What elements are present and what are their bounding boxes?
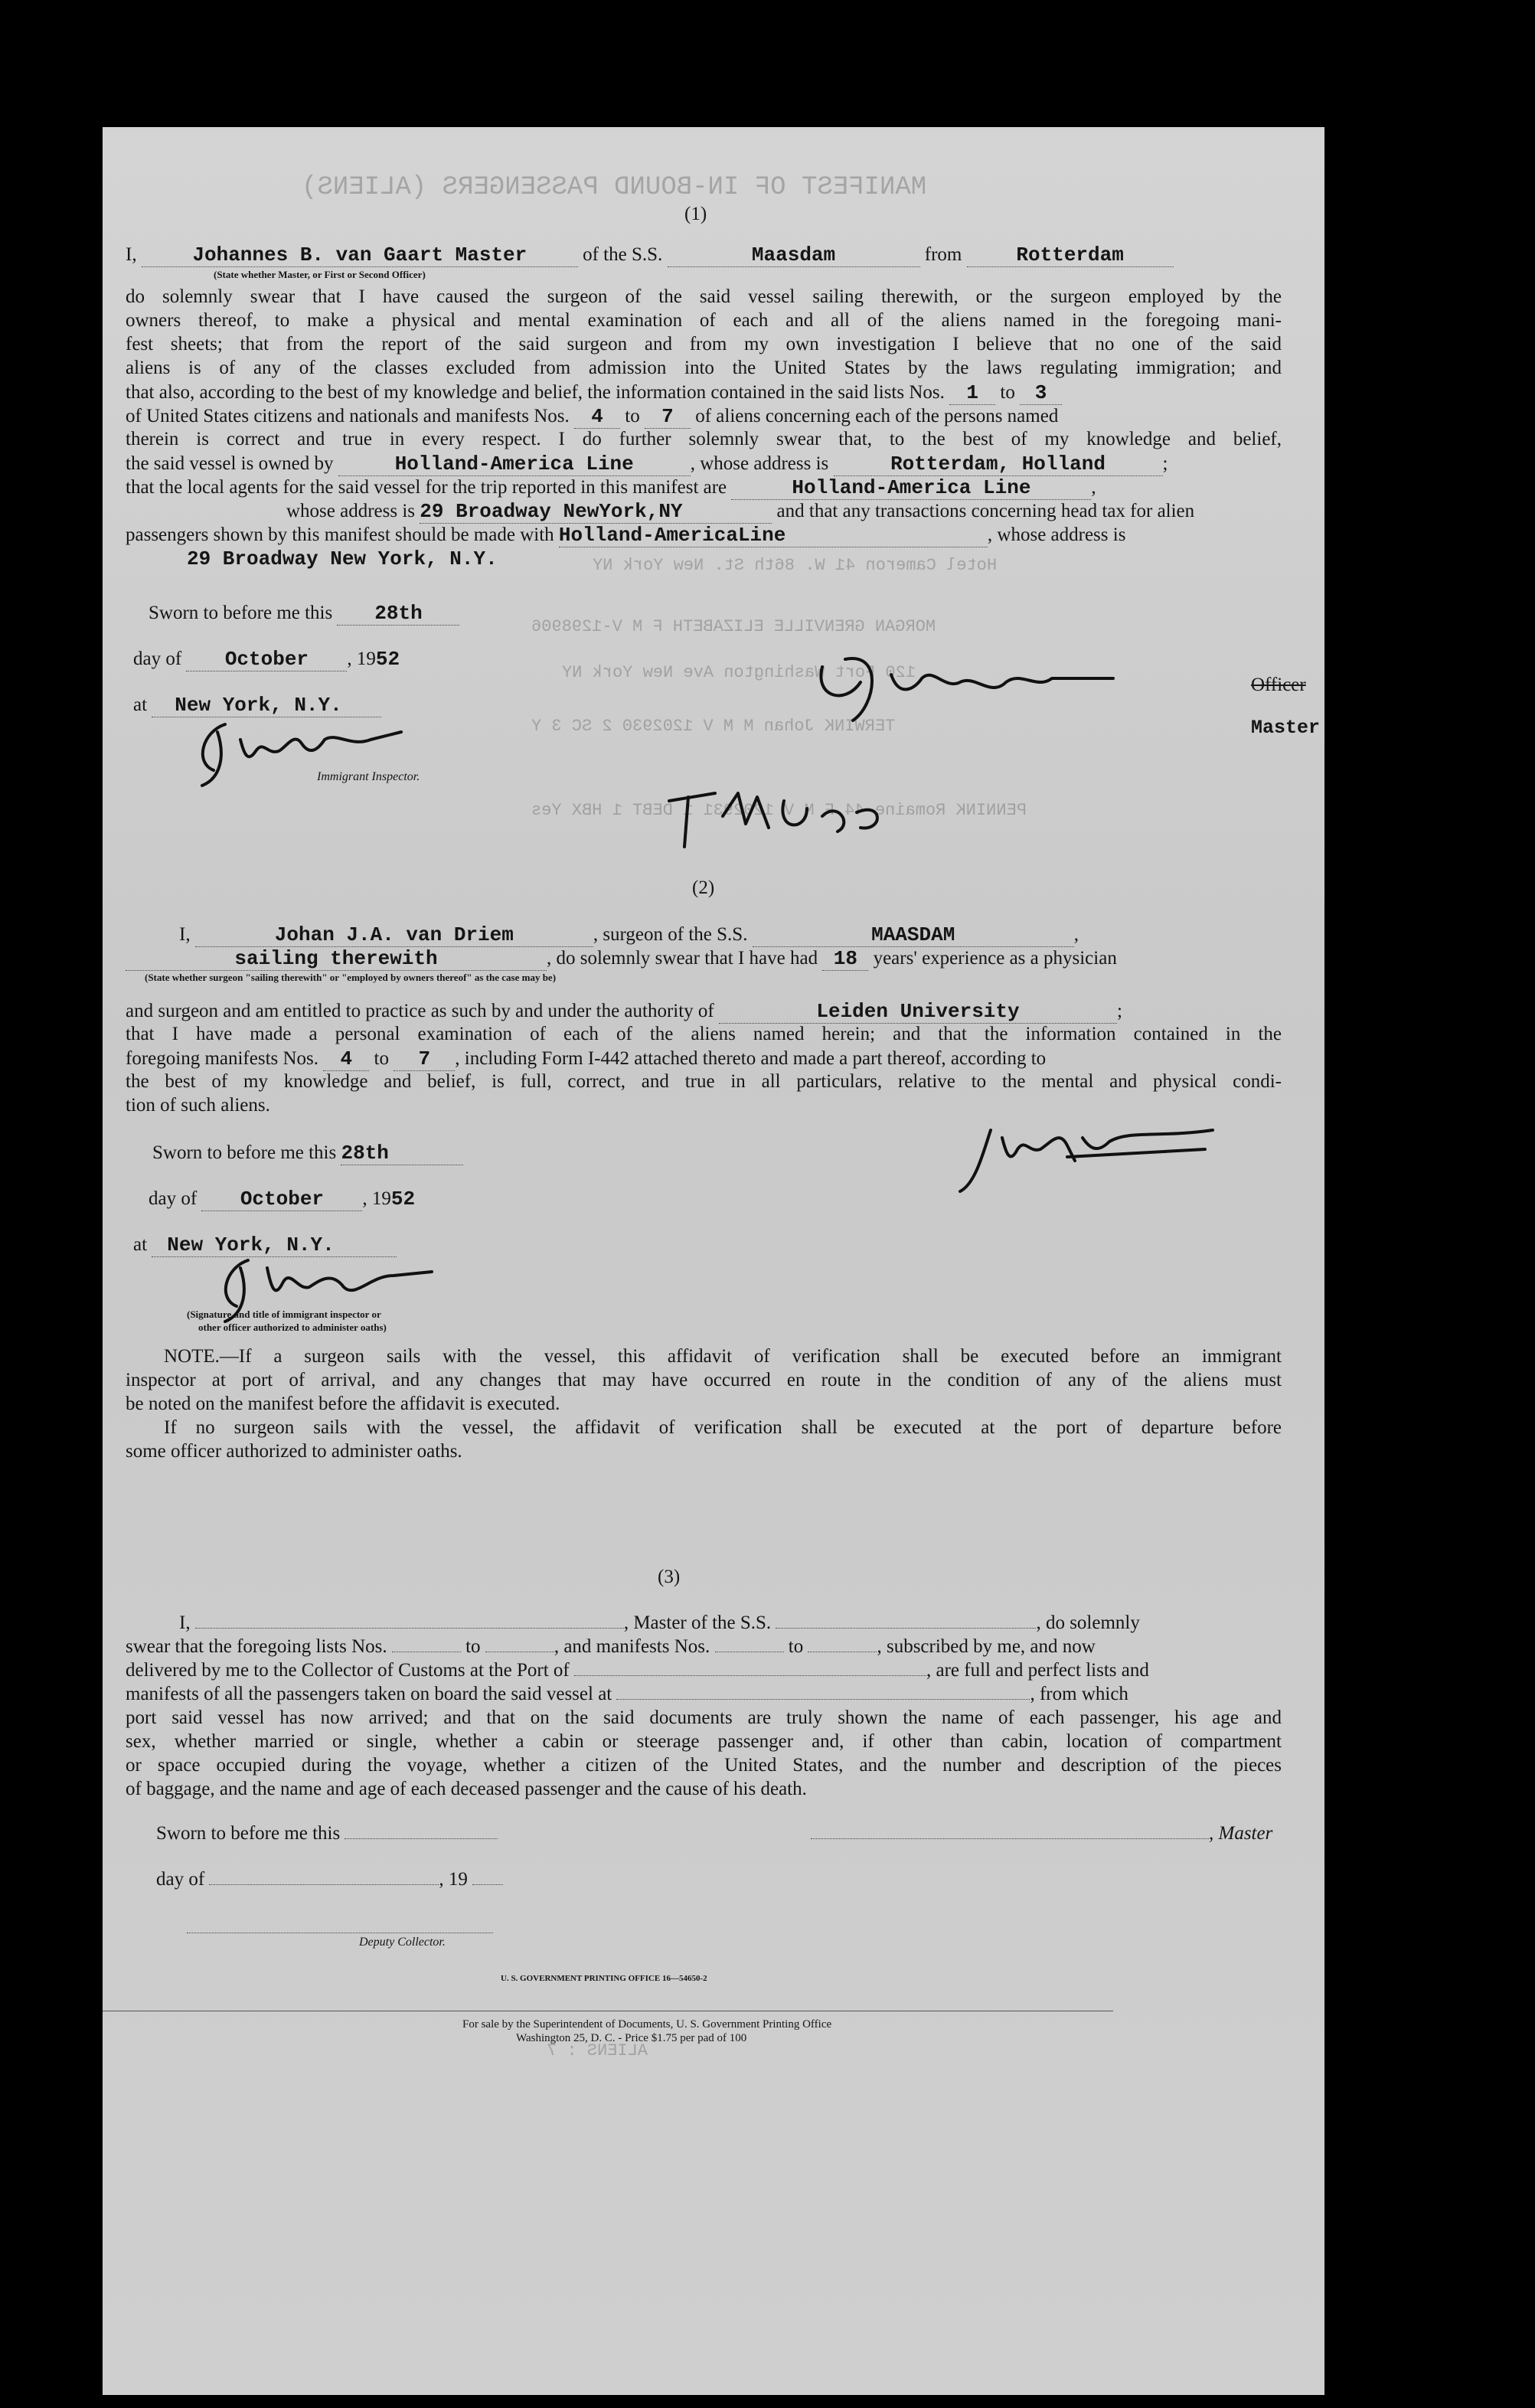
section-3-line-1: I, , Master of the S.S. , do solemnly <box>179 1612 1140 1633</box>
section-1-para-6: of United States citizens and nationals and manifests Nos. 4 to 7 of aliens concerning each of the persons named <box>126 405 1059 428</box>
section-3-line-8: of baggage, and the name and age of each deceased passenger and the cause of his death. <box>126 1779 807 1799</box>
punch-hole <box>1331 181 1367 217</box>
place-field-2: New York, N.Y. <box>152 1233 397 1257</box>
section-2-para-6: the best of my knowledge and belief, is full, correct, and true in all particulars, relative to the mental and physical condi- <box>126 1071 1282 1092</box>
section-2-line-2: sailing therewith , do solemnly swear that I have had 18 years' experience as a physician <box>126 947 1117 971</box>
punch-hole <box>1332 1544 1369 1581</box>
punch-hole <box>1331 684 1367 720</box>
date-line-1: day of October , 1952 <box>133 648 400 671</box>
surgeon-name-field: Johan J.A. van Driem <box>195 923 593 947</box>
section-1-para-8: the said vessel is owned by Holland-America Line , whose address is Rotterdam, Holland ; <box>126 453 1168 475</box>
sworn-day-field-1: 28th <box>337 602 459 626</box>
bleed-through-text: 120 Fort Washington Ave New York NY <box>562 663 916 682</box>
state-surgeon-note: (State whether surgeon "sailing therewith" or "employed by owners thereof" as the case may be) <box>145 972 557 983</box>
master-signature <box>792 636 1136 728</box>
lists-from-field: 1 <box>949 381 995 405</box>
note-line-3: be noted on the manifest before the affidavit is executed. <box>126 1394 560 1414</box>
bleed-through-text: MANIFEST OF IN-BOUND PASSENGERS (ALIENS) <box>302 173 927 202</box>
year-field-2: 52 <box>390 1188 416 1211</box>
section-1-para-9: that the local agents for the said vessel for the trip reported in this manifest are Holland-America Line , <box>126 476 1096 499</box>
section-1-para-3: fest sheets; that from the report of the said surgeon and from my own investigation I believe that no one of the said <box>126 334 1282 355</box>
signature-caption-line-2: other officer authorized to administer oaths) <box>198 1322 387 1333</box>
sale-note-line-1: For sale by the Superintendent of Documents, U. S. Government Printing Office <box>462 2018 832 2031</box>
section-1-para-1: do solemnly swear that I have caused the surgeon of the said vessel sailing therewith, or the surgeon employed by the <box>126 286 1282 307</box>
punch-hole <box>1331 305 1367 341</box>
section-1-para-11: passengers shown by this manifest should be made with Holland-AmericaLine , whose address is <box>126 524 1126 547</box>
agents-field: Holland-America Line <box>731 476 1091 500</box>
headtax-address-field: 29 Broadway New York, N.Y. <box>187 547 498 570</box>
sworn-label-2: Sworn to before me this 28th <box>152 1142 463 1165</box>
section-1-para-4: aliens is of any of the classes excluded from admission into the United States by the laws regulating immigration; and <box>126 358 1282 378</box>
vessel-name-field: Maasdam <box>668 243 920 267</box>
document-page <box>103 127 1324 2395</box>
inspector-caption: Immigrant Inspector. <box>317 770 420 783</box>
punch-hole <box>1331 2056 1367 2093</box>
punch-hole <box>1331 1969 1367 2006</box>
punch-hole <box>1331 2199 1367 2236</box>
punch-hole <box>1331 1802 1367 1839</box>
years-experience-field: 18 <box>822 947 868 971</box>
place-line-1: at New York, N.Y. <box>133 694 381 717</box>
punch-hole <box>1331 1678 1367 1715</box>
gpo-imprint: U. S. GOVERNMENT PRINTING OFFICE 16—54650-2 <box>501 1974 707 1983</box>
note-line-2: inspector at port of arrival, and any changes that may have occurred en route in the condition of any of the aliens must <box>126 1370 1282 1390</box>
punch-hole <box>1331 596 1367 632</box>
departure-port-field: Rotterdam <box>967 243 1174 267</box>
month-field-2: October <box>201 1188 362 1211</box>
manifests-from-field: 4 <box>574 405 620 429</box>
owner-address-field: Rotterdam, Holland <box>834 453 1163 476</box>
date-line-3: day of , 19 <box>156 1869 503 1890</box>
s3-vessel-blank <box>776 1628 1036 1629</box>
master-name-field: Johannes B. van Gaart Master <box>142 243 578 267</box>
master-caption: Master <box>1251 717 1321 739</box>
initials-signature <box>654 770 899 854</box>
sale-note-line-2: Washington 25, D. C. - Price $1.75 per pad of 100 <box>516 2032 747 2044</box>
owner-field: Holland-America Line <box>338 453 691 476</box>
state-officer-note: (State whether Master, or First or Second Officer) <box>214 269 426 280</box>
bleed-through-text: PENNINK Romaine 44 F M V 1202931 1 DEBT 1 HBX Yes <box>531 801 1027 820</box>
deputy-collector-caption: Deputy Collector. <box>359 1936 446 1949</box>
section-3-line-4: manifests of all the passengers taken on board the said vessel at , from which <box>126 1684 1128 1704</box>
section-1-para-10: whose address is 29 Broadway NewYork,NY and that any transactions concerning head tax for alien <box>286 500 1195 523</box>
struck-officer-caption: Officer <box>1251 675 1306 695</box>
sworn-label-1: Sworn to before me this 28th <box>149 602 459 626</box>
section-1-line-1: I, Johannes B. van Gaart Master of the S.S. Maasdam from Rotterdam <box>126 243 1174 267</box>
date-line-2: day of October , 1952 <box>149 1188 416 1211</box>
section-2-para-5: foregoing manifests Nos. 4 to 7 , including Form I-442 attached thereto and made a part thereof, according to <box>126 1047 1047 1070</box>
month-field-1: October <box>186 648 347 671</box>
section-2-line-1: I, Johan J.A. van Driem , surgeon of the S.S. MAASDAM , <box>179 923 1079 946</box>
section-3-line-7: or space occupied during the voyage, whether a citizen of the United States, and the number and description of the pieces <box>126 1755 1282 1776</box>
section-2-para-3: and surgeon and am entitled to practice as such by and under the authority of Leiden University ; <box>126 1000 1122 1023</box>
vessel-name-field-2: MAASDAM <box>753 923 1074 947</box>
punch-hole <box>1331 824 1367 861</box>
signature-caption-line-1: (Signature and title of immigrant inspector or <box>187 1309 381 1320</box>
sworn-label-3: Sworn to before me this <box>156 1823 498 1844</box>
section-3-line-2: swear that the foregoing lists Nos. to , and manifests Nos. to , subscribed by me, and now <box>126 1636 1096 1657</box>
note-line-5: some officer authorized to administer oaths. <box>126 1441 462 1462</box>
place-field-1: New York, N.Y. <box>152 694 381 717</box>
headtax-agent-field: Holland-AmericaLine <box>559 524 988 547</box>
section-3-line-5: port said vessel has now arrived; and that on the said documents are truly shown the name of each passenger, his age and <box>126 1707 1282 1728</box>
sailing-field: sailing therewith <box>126 947 547 971</box>
note-line-1: NOTE.—If a surgeon sails with the vessel, this affidavit of verification shall be executed before an immigrant <box>164 1346 1282 1367</box>
section-3-number: (3) <box>658 1567 681 1587</box>
master-line-3: , Master <box>811 1823 1272 1844</box>
section-1-para-7: therein is correct and true in every respect. I do further solemnly swear that, to the best of my knowledge and belief, <box>126 429 1282 449</box>
bleed-through-text: TERWINK Johan M M V 1202930 2 SC 3 Y <box>531 717 896 736</box>
section-2-number: (2) <box>692 877 715 898</box>
punch-hole <box>1331 426 1367 462</box>
bleed-through-text: Hotel Cameron 41 W. 86th St. New York NY <box>593 556 998 575</box>
section-1-para-5: that also, according to the best of my knowledge and belief, the information contained in the said lists Nos. 1 to 3 <box>126 381 1062 405</box>
section-2-para-7: tion of such aliens. <box>126 1095 270 1116</box>
manifests-to-field-2: 7 <box>394 1047 455 1071</box>
place-line-2: at New York, N.Y. <box>133 1233 397 1257</box>
lists-to-field: 3 <box>1020 381 1062 405</box>
authority-field: Leiden University <box>719 1000 1117 1024</box>
bleed-through-text: MORGAN GRENVILLE ELIZABETH F M V-1298906 <box>531 617 936 636</box>
section-3-line-6: sex, whether married or single, whether a cabin or steerage passenger and, if other than cabin, location of compartment <box>126 1731 1282 1752</box>
section-1-number: (1) <box>684 204 707 224</box>
sworn-day-field-2: 28th <box>341 1142 463 1165</box>
agents-address-field: 29 Broadway NewYork,NY <box>420 500 772 524</box>
year-field-1: 52 <box>375 648 400 671</box>
manifests-to-field: 7 <box>645 405 691 429</box>
manifests-from-field-2: 4 <box>323 1047 369 1071</box>
bleed-through-text: ALIENS : 7 <box>547 2041 648 2060</box>
note-line-4: If no surgeon sails with the vessel, the affidavit of verification shall be executed at the port of departure before <box>164 1417 1282 1438</box>
section-3-line-3: delivered by me to the Collector of Customs at the Port of , are full and perfect lists and <box>126 1660 1149 1681</box>
section-1-para-2: owners thereof, to make a physical and mental examination of each and all of the aliens named in the foregoing mani- <box>126 310 1282 331</box>
section-2-para-4: that I have made a personal examination of each of the aliens named herein; and that the information contained in the <box>126 1024 1282 1044</box>
surgeon-signature <box>929 1107 1236 1207</box>
s3-master-blank <box>195 1628 624 1629</box>
